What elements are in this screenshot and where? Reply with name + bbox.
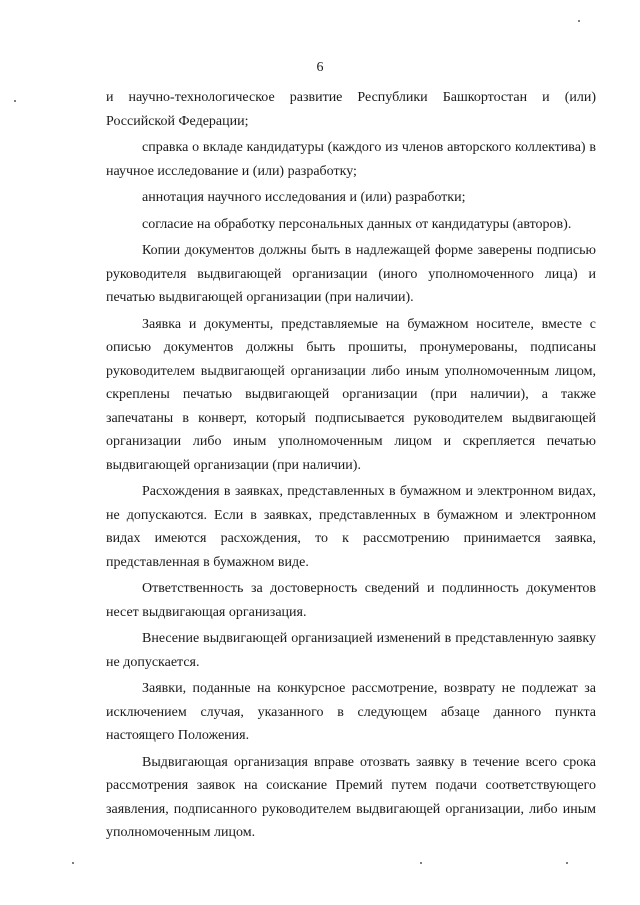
- paragraph: согласие на обработку персональных данных от кандидатуры (авторов).: [142, 216, 572, 232]
- paragraph: Заявки, поданные на конкурсное рассмотрение, возврату не подлежат за исключением случая, указанного в следующем абзаце данного пункта настоящего Положения.: [106, 681, 596, 743]
- paragraph: аннотация научного исследования и (или) разработки;: [142, 190, 466, 205]
- scan-speck: [566, 862, 568, 864]
- scan-speck: [578, 20, 580, 22]
- scan-speck: [14, 100, 16, 102]
- paragraph: Внесение выдвигающей организацией изменений в представленную заявку не допускается.: [106, 631, 596, 670]
- paragraph: Ответственность за достоверность сведений и подлинность документов несет выдвигающая организация.: [106, 581, 596, 620]
- paragraph: Копии документов должны быть в надлежащей форме заверены подписью руководителя выдвигающей организации (иного уполномоченного лица) и печатью выдвигающей организации (при наличии).: [106, 243, 596, 305]
- scan-speck: [420, 862, 422, 864]
- paragraph: Заявка и документы, представляемые на бумажном носителе, вместе с описью документов должны быть прошиты, пронумерованы, подписаны руководителем выдвигающей организации либо иным уполномоченным лицом, скреплены печатью выдвигающей организации (при наличии), а также запечатаны в конверт, который подписывается руководителем выдвигающей организации либо иным уполномоченным лицом и скрепляется печатью выдвигающей организации (при наличии).: [106, 316, 596, 473]
- paragraph: и научно-технологическое развитие Республики Башкортостан и (или) Российской Федерации;: [106, 90, 596, 129]
- scan-speck: [72, 862, 74, 864]
- paragraph: Выдвигающая организация вправе отозвать заявку в течение всего срока рассмотрения заявок на соискание Премий путем подачи соответствующего заявления, подписанного руководителем выдвигающей организации, либо иным уполномоченным лицом.: [106, 754, 596, 840]
- paragraph: справка о вкладе кандидатуры (каждого из членов авторского коллектива) в научное исследование и (или) разработку;: [106, 140, 596, 179]
- paragraph: Расхождения в заявках, представленных в бумажном и электронном видах, не допускаются. Если в заявках, представленных в бумажном и электронном видах имеются расхождения, то к рассмотрению принимается заявка, представленная в бумажном виде.: [106, 484, 596, 570]
- document-body: [106, 86, 596, 848]
- page-number: 6: [316, 60, 324, 75]
